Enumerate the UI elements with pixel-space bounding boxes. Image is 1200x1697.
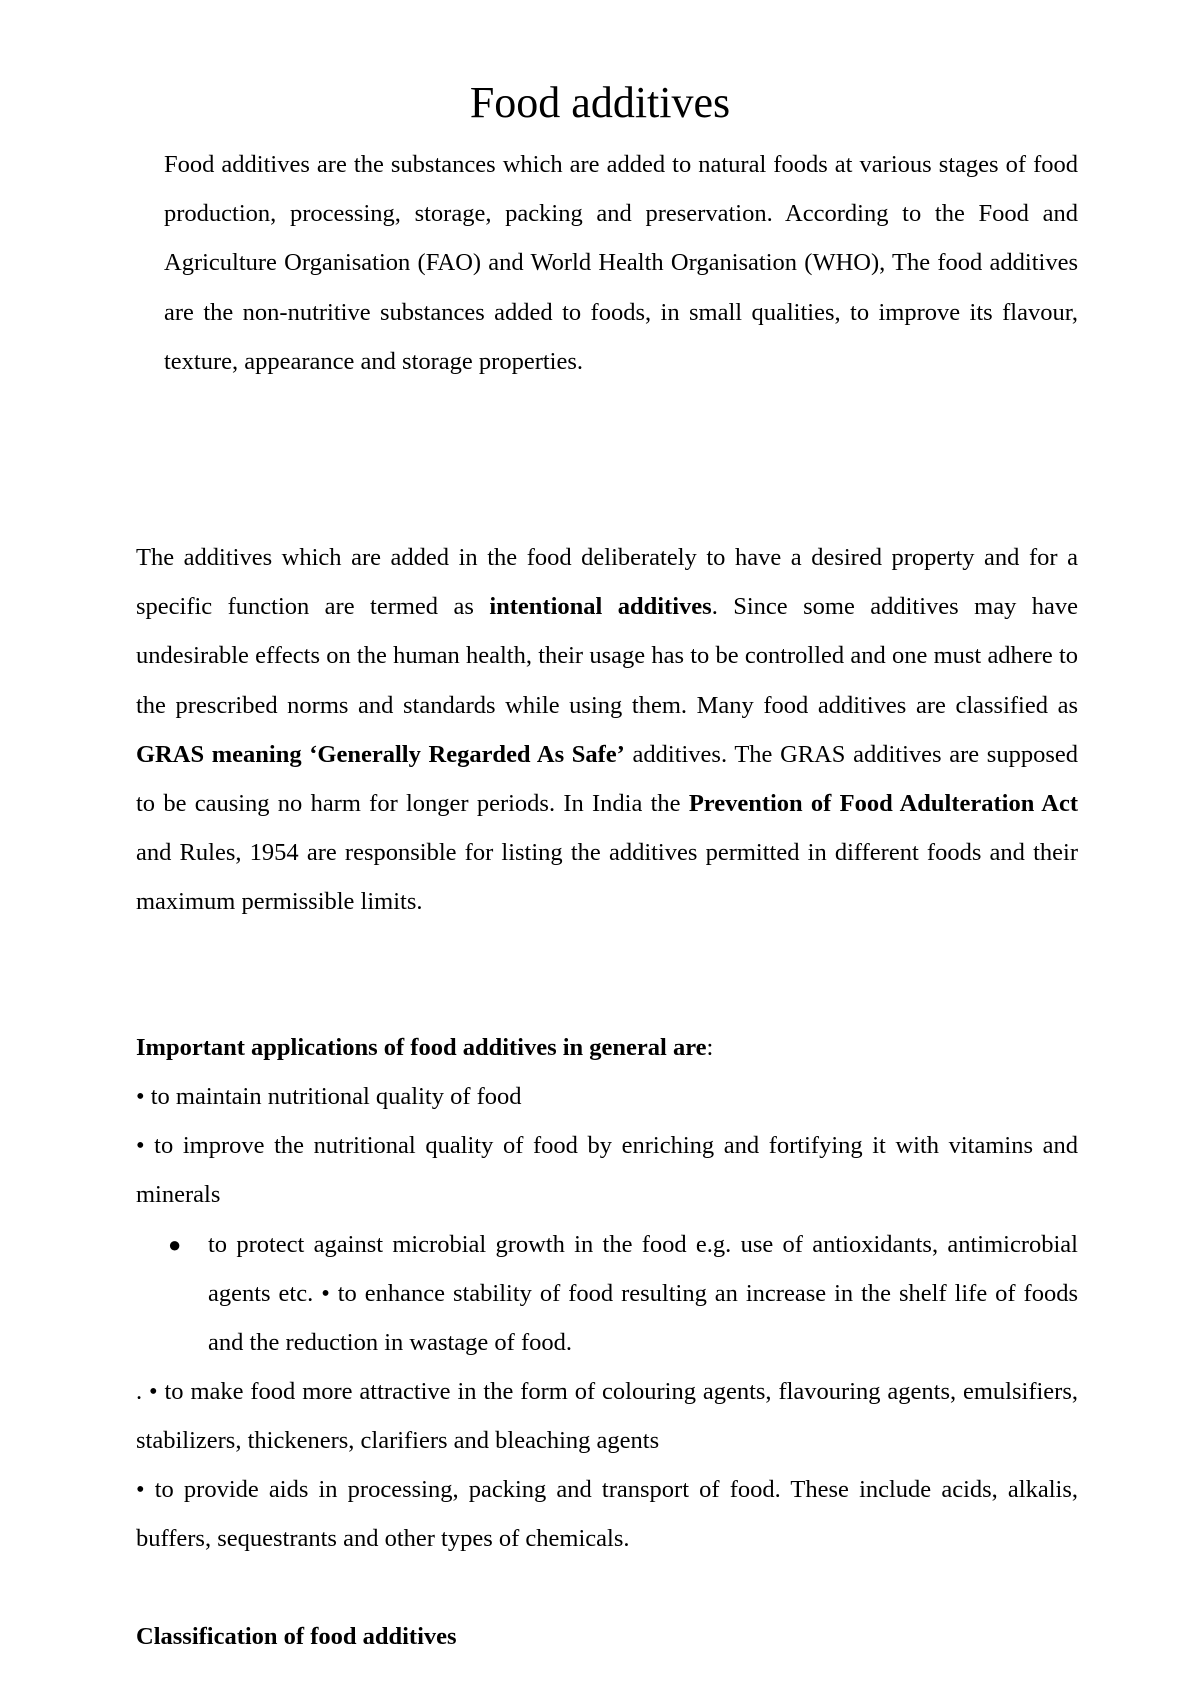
para1-text-2: . Since some additives may have undesirable effects on the human health, their usage has to be controlled and one must adhere to the prescribed norms and standards while using them. Many food additives are classified as (136, 593, 1078, 719)
list-item: . • to make food more attractive in the form of colouring agents, flavouring agents, emulsifiers, stabilizers, thickeners, clarifiers and bleaching agents (136, 1378, 1078, 1454)
intentional-additives-term: intentional additives (489, 593, 712, 621)
list-item: • to improve the nutritional quality of food by enriching and fortifying it with vitamins and minerals (136, 1132, 1078, 1208)
classification-heading: Classification of food additives (136, 1623, 457, 1650)
intentional-additives-paragraph (136, 533, 1078, 927)
para1-text-4: and Rules, 1954 are responsible for listing the additives permitted in different foods and their maximum permissible limits. (136, 839, 1078, 916)
bullet-icon: ● (168, 1232, 182, 1257)
gras-term: GRAS meaning ‘Generally Regarded As Safe’ (136, 740, 625, 768)
applications-heading-text: Important applications of food additives in general are (136, 1034, 707, 1061)
page-title: Food additives (469, 78, 731, 127)
para1-text-3: additives. The GRAS additives are supposed to be causing no harm for longer periods. In India the (136, 740, 1078, 818)
applications-heading (136, 1023, 713, 1072)
list-item: • to maintain nutritional quality of food (136, 1083, 522, 1110)
para1-text-1: The additives which are added in the food deliberately to have a desired property and for a specific function are termed as (136, 544, 1078, 621)
pfa-act-term: Prevention of Food Adulteration Act (688, 790, 1078, 818)
applications-heading-colon: : (706, 1034, 714, 1061)
list-item: • to provide aids in processing, packing and transport of food. These include acids, alkalis, buffers, sequestrants and other types of chemicals. (136, 1476, 1078, 1552)
intro-paragraph: Food additives are the substances which are added to natural foods at various stages of food production, processing, storage, packing and preservation. According to the Food and Agriculture Organisation (FAO) and World Health Organisation (WHO), The food additives are the non-nutritive substances added to foods, in small qualities, to improve its flavour, texture, appearance and storage properties. (164, 151, 1078, 375)
list-item: to protect against microbial growth in the food e.g. use of antioxidants, antimicrobial agents etc. • to enhance stability of food resulting an increase in the shelf life of foods and the reduction in wastage of food. (208, 1231, 1078, 1356)
